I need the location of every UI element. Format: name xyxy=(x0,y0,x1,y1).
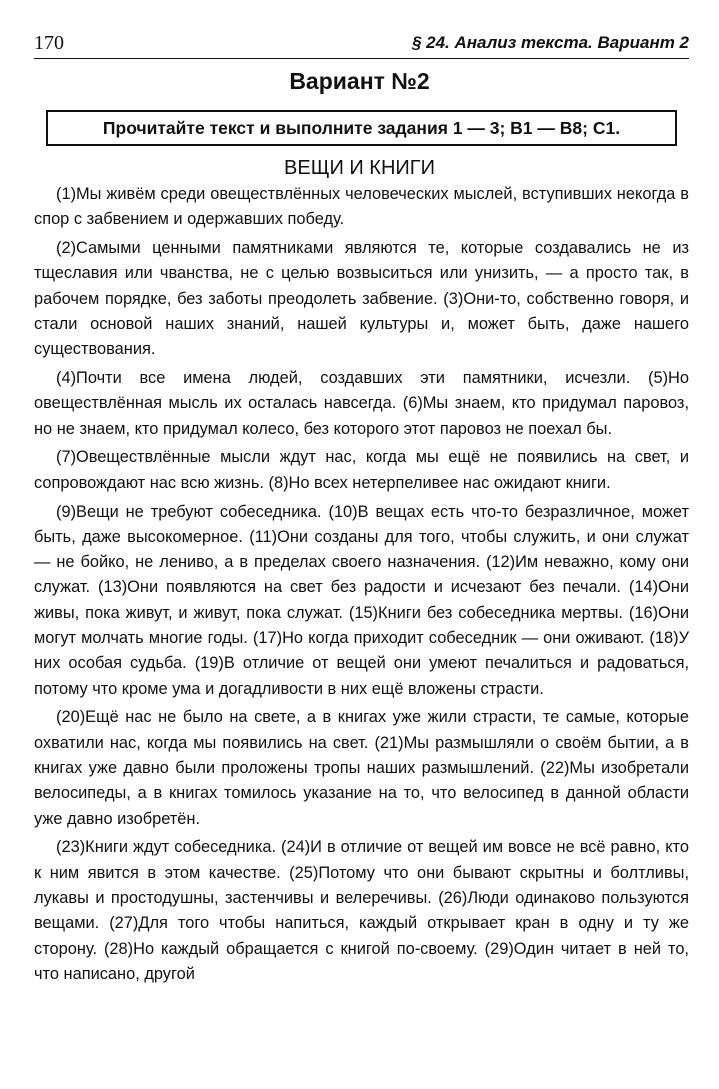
paragraph-1: (1)Мы живём среди овеществлённых человеческих мыслей, вступивших некогда в спор с забвением и одержавших победу. xyxy=(34,185,689,229)
instruction-box xyxy=(46,110,677,146)
variant-title: Вариант №2 xyxy=(289,68,430,94)
paragraph-6: (20)Ещё нас не было на свете, а в книгах уже жили страсти, те самые, которые охватили нас, когда мы появились на свет. (21)Мы размышляли о своём бытии, а в книгах уже давно были проложены тропы наших размышлений. (22)Мы изобретали велосипеды, а в книгах томилось указание на то, что велосипед в данной области уже давно изобретён. xyxy=(34,708,689,828)
paragraph-5: (9)Вещи не требуют собеседника. (10)В вещах есть что-то безразличное, может быть, даже высокомерное. (11)Они созданы для того, чтобы служить, и они служат — не бойко, не лениво, а в пределах своего назначения. (12)Им неважно, кому они служат. (13)Они появляются на свет без радости и исчезают без печали. (14)Они живы, пока живут, и живут, пока служат. (15)Книги без собеседника мертвы. (16)Они могут молчать многие годы. (17)Но когда приходит собеседник — они оживают. (18)У них особая судьба. (19)В отличие от вещей они умеют печалиться и радоваться, потому что кроме ума и догадливости в них ещё вложены страсти. xyxy=(34,502,689,698)
paragraph-2: (2)Самыми ценными памятниками являются те, которые создавались не из тщеславия или чванства, не с целью возвыситься или унизить, — а просто так, в рабочем порядке, без заботы преодолеть забвение. (3)Они-то, собственно говоря, и стали основой наших знаний, нашей культуры и, может быть, даже нашего существования. xyxy=(34,239,689,359)
page-number: 170 xyxy=(34,32,64,54)
paragraph-4: (7)Овеществлённые мысли ждут нас, когда мы ещё не появились на свет, и сопровождают нас всю жизнь. (8)Но всех нетерпеливее нас ожидают книги. xyxy=(34,448,689,492)
body-text xyxy=(34,182,689,991)
running-head: § 24. Анализ текста. Вариант 2 xyxy=(411,33,689,52)
text-title: ВЕЩИ И КНИГИ xyxy=(284,157,435,179)
instruction-text: Прочитайте текст и выполните задания 1 — 3; В1 — В8; С1. xyxy=(102,118,621,138)
paragraph-7: (23)Книги ждут собеседника. (24)И в отличие от вещей им вовсе не всё равно, кто к ним явится в этом качестве. (25)Потому что они бывают скрытны и болтливы, лукавы и простодушны, застенчивы и велеречивы. (26)Люди одинаково пользуются вещами. (27)Для того чтобы напиться, каждый открывает кран в одну и ту же сторону. (28)Но каждый обращается с книгой по-своему. (29)Один читает в ней то, что написано, другой xyxy=(34,838,689,983)
paragraph-3: (4)Почти все имена людей, создавших эти памятники, исчезли. (5)Но овеществлённая мысль их осталась навсегда. (6)Мы знаем, кто придумал паровоз, но не знаем, кто придумал колесо, без которого этот паровоз не поехал бы. xyxy=(34,369,689,438)
page-header xyxy=(34,30,689,59)
